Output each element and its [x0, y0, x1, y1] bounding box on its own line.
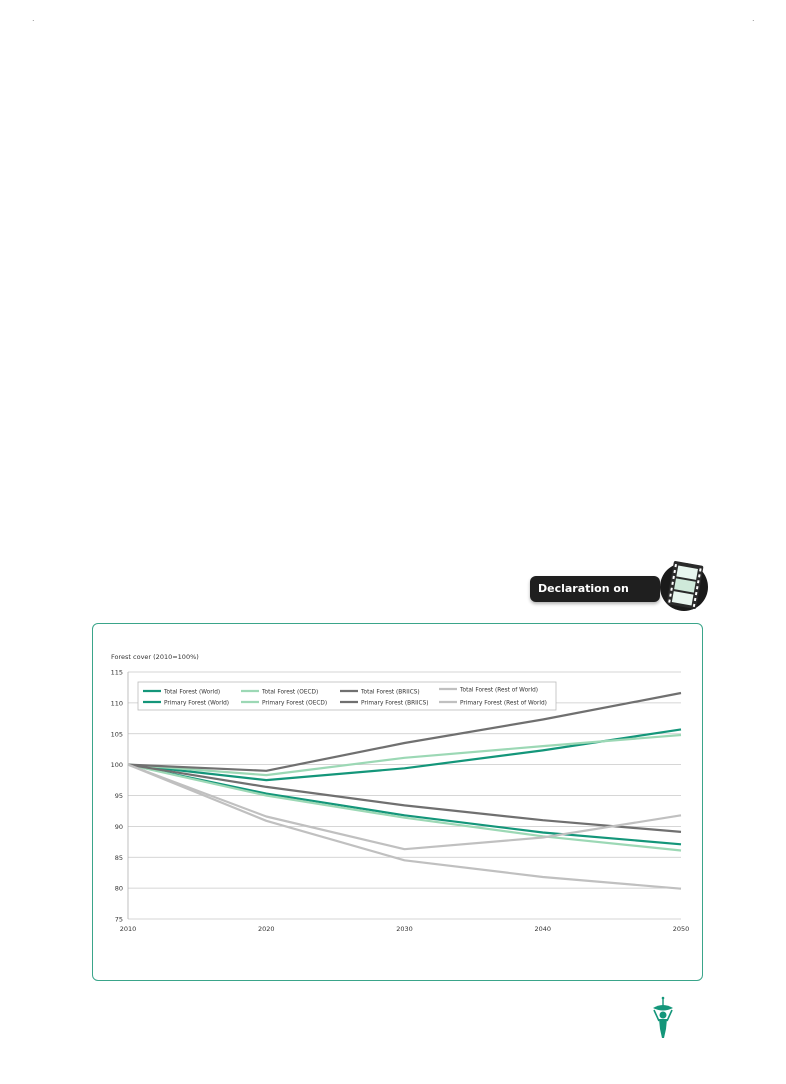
series-layer: [128, 693, 681, 889]
y-tick-label: 90: [114, 822, 123, 831]
legend-entry: Primary Forest (World): [164, 700, 230, 707]
y-tick-label: 85: [114, 853, 123, 862]
x-tick-label: 2010: [119, 925, 137, 933]
series-line-total-forest-world: [128, 729, 681, 780]
y-tick-label: 100: [110, 761, 123, 770]
declaration-badge-label: Declaration on Forests: [538, 582, 629, 621]
y-tick-label: 110: [110, 699, 123, 708]
y-tick-label: 115: [110, 668, 123, 677]
corner-mark-right: .: [752, 14, 755, 23]
y-axis-label: Forest cover (2010=100%): [111, 653, 199, 661]
legend-entry: Total Forest (World): [164, 689, 221, 696]
y-tick-label: 95: [114, 792, 123, 800]
x-tick-label: 2030: [396, 925, 413, 933]
mascot-icon: [650, 996, 676, 1040]
y-tick-label: 105: [110, 730, 123, 739]
y-tick-label: 80: [114, 884, 123, 893]
legend-entry: Total Forest (Rest of World): [460, 687, 539, 694]
legend-entry: Primary Forest (OECD): [262, 700, 328, 707]
legend-layer: [138, 682, 556, 710]
corner-mark-left: .: [32, 14, 35, 23]
x-tick-label: 2020: [257, 925, 275, 933]
legend-entry: Primary Forest (BRIICS): [361, 700, 429, 707]
legend-entry: Total Forest (OECD): [262, 689, 319, 696]
x-tick-label: 2050: [672, 925, 690, 933]
legend-entry: Total Forest (BRIICS): [361, 689, 420, 696]
x-tick-label: 2040: [534, 925, 552, 933]
y-tick-label: 75: [114, 915, 123, 924]
legend-entry: Primary Forest (Rest of World): [460, 700, 547, 707]
